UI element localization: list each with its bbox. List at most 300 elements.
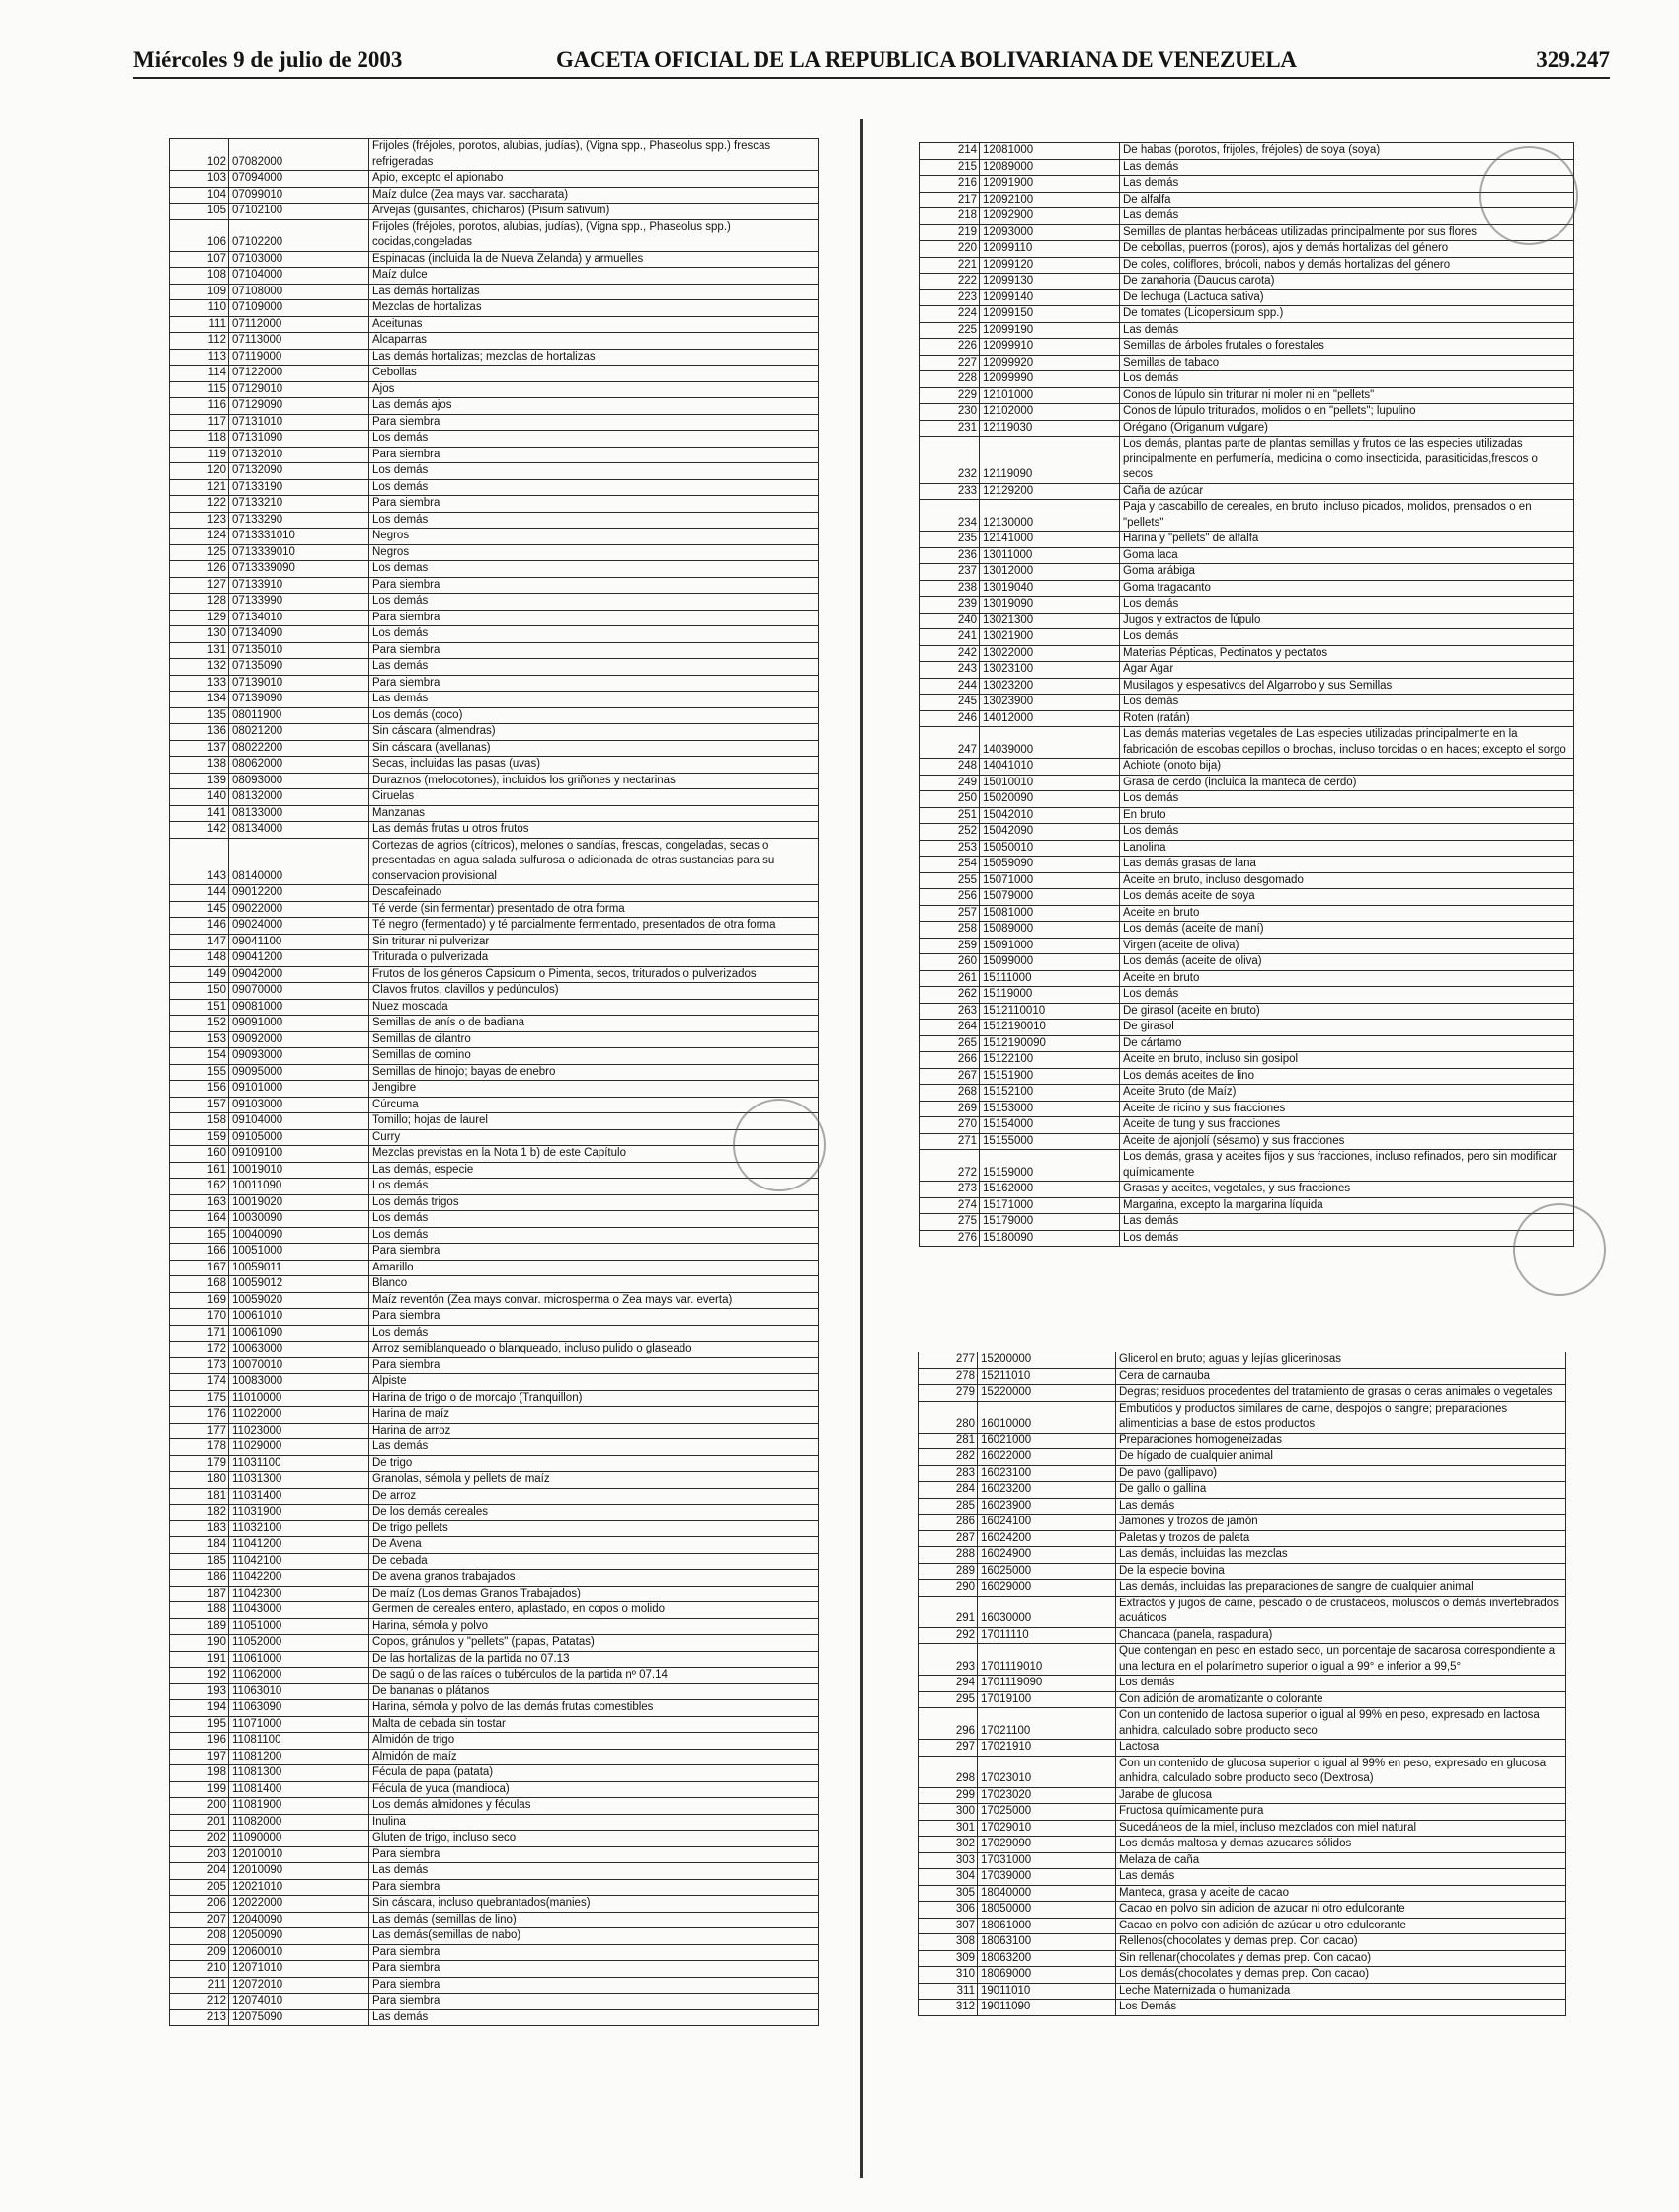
table-row: [920, 1117, 1574, 1134]
tariff-code: 16024900: [978, 1547, 1116, 1564]
tariff-code: 09092000: [229, 1031, 369, 1048]
row-number: 163: [170, 1194, 229, 1211]
row-number: 233: [920, 483, 980, 500]
table-row: [170, 1194, 819, 1211]
row-number: 180: [170, 1472, 229, 1489]
tariff-code: 11032100: [229, 1520, 369, 1537]
row-number: 129: [170, 610, 229, 626]
table-row: [170, 1749, 819, 1765]
description: Los demás: [1120, 791, 1574, 808]
table-row: [170, 707, 819, 724]
row-number: 197: [170, 1749, 229, 1765]
description: Los demás trigos: [369, 1194, 819, 1211]
table-row: [920, 420, 1574, 437]
table-row: [920, 987, 1574, 1004]
row-number: 235: [920, 532, 980, 548]
table-row: [170, 1276, 819, 1293]
row-number: 151: [170, 999, 229, 1016]
description: Para siembra: [369, 1994, 819, 2010]
table-row: [170, 1668, 819, 1684]
table-row: [919, 1627, 1566, 1644]
row-number: 189: [170, 1618, 229, 1635]
row-number: 190: [170, 1635, 229, 1652]
row-number: 282: [919, 1449, 978, 1466]
description: Las demás: [369, 1863, 819, 1880]
table-row: [170, 1602, 819, 1619]
description: Rellenos(chocolates y demas prep. Con cacao): [1116, 1934, 1566, 1951]
tariff-code: 12021010: [229, 1879, 369, 1896]
row-number: 205: [170, 1879, 229, 1896]
description: Maíz dulce (Zea mays var. saccharata): [369, 187, 819, 204]
tariff-code: 17021100: [978, 1708, 1116, 1740]
description: Embutidos y productos similares de carne, despojos o sangre; preparaciones alimenticias a base de estos productos: [1116, 1401, 1566, 1433]
description: Té verde (sin fermentar) presentado de otra forma: [369, 901, 819, 918]
row-number: 301: [919, 1820, 978, 1837]
table-row: [919, 1368, 1566, 1385]
table-row: [170, 1798, 819, 1815]
description: Los demás aceite de soya: [1120, 889, 1574, 906]
tariff-code: 16024100: [978, 1515, 1116, 1531]
description: Sin rellenar(chocolates y demas prep. Con cacao): [1116, 1950, 1566, 1967]
tariff-code: 17019100: [978, 1691, 1116, 1708]
row-number: 211: [170, 1977, 229, 1994]
description: Los demás: [1120, 371, 1574, 388]
tariff-code: 12102000: [980, 404, 1120, 421]
row-number: 148: [170, 950, 229, 967]
tariff-code: 11081200: [229, 1749, 369, 1765]
row-number: 115: [170, 381, 229, 398]
table-row: [920, 1182, 1574, 1198]
row-number: 236: [920, 547, 980, 564]
description: Los demás: [1120, 695, 1574, 711]
description: Semillas de hinojo; bayas de enebro: [369, 1064, 819, 1081]
tariff-code: 13022000: [980, 645, 1120, 662]
description: De los demás cereales: [369, 1505, 819, 1521]
tariff-code: 09081000: [229, 999, 369, 1016]
table-row: [170, 757, 819, 774]
table-row: [920, 224, 1574, 241]
description: Aceite en bruto, incluso desgomado: [1120, 872, 1574, 889]
table-row: [919, 1967, 1566, 1984]
table-row: [170, 1309, 819, 1326]
description: Los demás (aceite de oliva): [1120, 954, 1574, 971]
row-number: 281: [919, 1433, 978, 1449]
table-row: [170, 1423, 819, 1439]
table-row: [920, 176, 1574, 193]
tariff-code: 12099150: [980, 306, 1120, 323]
table-row: [170, 1977, 819, 1994]
row-number: 253: [920, 840, 980, 857]
row-number: 245: [920, 695, 980, 711]
table-row: [920, 387, 1574, 404]
row-number: 105: [170, 204, 229, 220]
description: Para siembra: [369, 1357, 819, 1374]
table-row: [920, 695, 1574, 711]
row-number: 135: [170, 707, 229, 724]
tariff-code: 18061000: [978, 1918, 1116, 1934]
tariff-code: 07094000: [229, 171, 369, 188]
table-row: [170, 251, 819, 268]
row-number: 243: [920, 662, 980, 679]
tariff-code: 07139010: [229, 675, 369, 692]
row-number: 112: [170, 333, 229, 350]
description: Manzanas: [369, 805, 819, 822]
row-number: 119: [170, 447, 229, 463]
tariff-code: 07134010: [229, 610, 369, 626]
description: De trigo pellets: [369, 1520, 819, 1537]
description: Semillas de comino: [369, 1048, 819, 1065]
description: Para siembra: [369, 1846, 819, 1863]
tariff-code: 18050000: [978, 1902, 1116, 1919]
description: Los demás: [1120, 629, 1574, 646]
table-row: [170, 692, 819, 708]
row-number: 298: [919, 1756, 978, 1787]
row-number: 297: [919, 1740, 978, 1757]
tariff-code: 15153000: [980, 1101, 1120, 1117]
description: Mezclas previstas en la Nota 1 b) de este Capítulo: [369, 1146, 819, 1163]
tariff-code: 16023900: [978, 1498, 1116, 1515]
description: Con un contenido de lactosa superior o igual al 99% en peso, expresado en lactosa anhidra, calculado sobre producto seco: [1116, 1708, 1566, 1740]
tariff-code: 11031900: [229, 1505, 369, 1521]
tariff-code: 14012000: [980, 710, 1120, 727]
description: Los demás: [1120, 987, 1574, 1004]
tariff-code: 12099920: [980, 355, 1120, 371]
tariff-code: 16024200: [978, 1530, 1116, 1547]
tariff-code: 16021000: [978, 1433, 1116, 1449]
table-row: [170, 983, 819, 1000]
tariff-code: 12040090: [229, 1912, 369, 1928]
tariff-code: 09022000: [229, 901, 369, 918]
description: Los demás: [369, 1211, 819, 1228]
table-row: [170, 724, 819, 741]
description: Aceite Bruto (de Maíz): [1120, 1085, 1574, 1102]
description: Harina, sémola y polvo: [369, 1618, 819, 1635]
description: Caña de azúcar: [1120, 483, 1574, 500]
tariff-code: 10040090: [229, 1227, 369, 1244]
tariff-code: 1512190090: [980, 1035, 1120, 1052]
table-row: [920, 355, 1574, 371]
description: Ajos: [369, 381, 819, 398]
table-row: [920, 872, 1574, 889]
table-row: [170, 139, 819, 171]
row-number: 173: [170, 1357, 229, 1374]
tariff-code: 18063100: [978, 1934, 1116, 1951]
description: Cúrcuma: [369, 1097, 819, 1113]
row-number: 114: [170, 366, 229, 382]
tariff-code: 11081400: [229, 1781, 369, 1798]
description: Los demás(chocolates y demas prep. Con cacao): [1116, 1967, 1566, 1984]
description: Harina y "pellets" de alfalfa: [1120, 532, 1574, 548]
tariff-code: 12081000: [980, 143, 1120, 160]
description: Los demás: [369, 594, 819, 611]
description: Amarillo: [369, 1260, 819, 1276]
description: Nuez moscada: [369, 999, 819, 1016]
tariff-code: 11063090: [229, 1700, 369, 1717]
tariff-code: 15171000: [980, 1197, 1120, 1214]
description: Malta de cebada sin tostar: [369, 1716, 819, 1733]
tariff-code: 09041200: [229, 950, 369, 967]
description: Los demás (coco): [369, 707, 819, 724]
tariff-code: 11071000: [229, 1716, 369, 1733]
row-number: 217: [920, 192, 980, 208]
description: Almidón de trigo: [369, 1733, 819, 1750]
table-row: [170, 1031, 819, 1048]
description: De trigo: [369, 1455, 819, 1472]
row-number: 254: [920, 857, 980, 873]
row-number: 184: [170, 1537, 229, 1554]
tariff-code: 09012200: [229, 885, 369, 902]
description: Arroz semiblanqueado o blanqueado, incluso pulido o glaseado: [369, 1342, 819, 1358]
tariff-code: 15152100: [980, 1085, 1120, 1102]
tariff-code: 10059011: [229, 1260, 369, 1276]
tariff-code: 1701119090: [978, 1676, 1116, 1692]
tariff-code: 12022000: [229, 1896, 369, 1913]
row-number: 215: [920, 159, 980, 176]
table-row: [920, 889, 1574, 906]
row-number: 150: [170, 983, 229, 1000]
table-row: [920, 1035, 1574, 1052]
description: Semillas de cilantro: [369, 1031, 819, 1048]
description: Las demás, especie: [369, 1162, 819, 1179]
tariff-code: 12141000: [980, 532, 1120, 548]
row-number: 258: [920, 922, 980, 939]
table-row: [170, 1683, 819, 1700]
tariff-code: 11052000: [229, 1635, 369, 1652]
row-number: 304: [919, 1869, 978, 1886]
table-row: [919, 1902, 1566, 1919]
row-number: 161: [170, 1162, 229, 1179]
table-row: [920, 1230, 1574, 1247]
tariff-code: 09091000: [229, 1016, 369, 1032]
table-row: [170, 561, 819, 578]
tariff-code: 12010010: [229, 1846, 369, 1863]
tariff-code: 17039000: [978, 1869, 1116, 1886]
description: Maíz dulce: [369, 268, 819, 285]
row-number: 270: [920, 1117, 980, 1134]
description: Goma tragacanto: [1120, 580, 1574, 597]
row-number: 231: [920, 420, 980, 437]
row-number: 257: [920, 905, 980, 922]
tariff-code: 18040000: [978, 1885, 1116, 1902]
tariff-code: 09103000: [229, 1097, 369, 1113]
table-row: [170, 171, 819, 188]
description: Para siembra: [369, 447, 819, 463]
table-row: [170, 1016, 819, 1032]
table-row: [170, 1912, 819, 1928]
row-number: 299: [919, 1787, 978, 1804]
table-row: [920, 710, 1574, 727]
row-number: 103: [170, 171, 229, 188]
description: Té negro (fermentado) y té parcialmente fermentado, presentados de otra forma: [369, 918, 819, 935]
description: Almidón de maíz: [369, 1749, 819, 1765]
tariff-code: 10070010: [229, 1357, 369, 1374]
tariff-code: 12101000: [980, 387, 1120, 404]
table-row: [170, 1537, 819, 1554]
tariff-code: 15020090: [980, 791, 1120, 808]
row-number: 147: [170, 934, 229, 950]
row-number: 162: [170, 1179, 229, 1195]
description: De girasol: [1120, 1020, 1574, 1036]
description: Aceitunas: [369, 316, 819, 333]
table-row: [170, 1896, 819, 1913]
tariff-code: 11029000: [229, 1439, 369, 1456]
table-row: [920, 371, 1574, 388]
tariff-table-right-lower: [918, 1352, 1566, 2016]
row-number: 277: [919, 1352, 978, 1369]
table-row: [920, 1133, 1574, 1150]
row-number: 238: [920, 580, 980, 597]
tariff-code: 07134090: [229, 626, 369, 643]
row-number: 289: [919, 1563, 978, 1580]
row-number: 311: [919, 1983, 978, 2000]
description: Que contengan en peso en estado seco, un porcentaje de sacarosa correspondiente a una lectura en el polarímetro superior o igual a 99° e inferior a 99,5°: [1116, 1644, 1566, 1676]
description: De lechuga (Lactuca sativa): [1120, 289, 1574, 306]
table-row: [920, 1101, 1574, 1117]
row-number: 108: [170, 268, 229, 285]
description: Lactosa: [1116, 1740, 1566, 1757]
table-row: [919, 1934, 1566, 1951]
row-number: 305: [919, 1885, 978, 1902]
row-number: 229: [920, 387, 980, 404]
row-number: 310: [919, 1967, 978, 1984]
tariff-code: 17011110: [978, 1627, 1116, 1644]
row-number: 153: [170, 1031, 229, 1048]
tariff-code: 11081900: [229, 1798, 369, 1815]
row-number: 102: [170, 139, 229, 171]
description: Paletas y trozos de paleta: [1116, 1530, 1566, 1547]
description: De gallo o gallina: [1116, 1482, 1566, 1499]
row-number: 110: [170, 300, 229, 317]
table-row: [170, 447, 819, 463]
table-row: [170, 204, 819, 220]
tariff-code: 12092900: [980, 208, 1120, 225]
row-number: 276: [920, 1230, 980, 1247]
row-number: 167: [170, 1260, 229, 1276]
table-row: [170, 512, 819, 529]
tariff-code: 07099010: [229, 187, 369, 204]
table-row: [170, 1716, 819, 1733]
description: Las demás: [1120, 176, 1574, 193]
table-row: [919, 1482, 1566, 1499]
official-seal-stamp: [1513, 1203, 1606, 1296]
tariff-code: 11041200: [229, 1537, 369, 1554]
tariff-code: 08011900: [229, 707, 369, 724]
description: De hígado de cualquier animal: [1116, 1449, 1566, 1466]
description: Las demás: [369, 2009, 819, 2026]
row-number: 200: [170, 1798, 229, 1815]
table-row: [920, 1003, 1574, 1020]
description: Harina, sémola y polvo de las demás frutas comestibles: [369, 1700, 819, 1717]
table-row: [170, 1390, 819, 1407]
table-row: [170, 544, 819, 561]
tariff-code: 11081100: [229, 1733, 369, 1750]
tariff-code: 07112000: [229, 316, 369, 333]
row-number: 296: [919, 1708, 978, 1740]
row-number: 292: [919, 1627, 978, 1644]
table-row: [170, 316, 819, 333]
row-number: 149: [170, 966, 229, 983]
row-number: 286: [919, 1515, 978, 1531]
table-row: [919, 1498, 1566, 1515]
table-row: [170, 496, 819, 513]
row-number: 244: [920, 678, 980, 695]
table-row: [919, 1515, 1566, 1531]
tariff-code: 12010090: [229, 1863, 369, 1880]
row-number: 182: [170, 1505, 229, 1521]
row-number: 260: [920, 954, 980, 971]
description: Los demás: [1120, 824, 1574, 841]
tariff-code: 12075090: [229, 2009, 369, 2026]
description: Semillas de plantas herbáceas utilizadas principalmente por sus flores: [1120, 224, 1574, 241]
tariff-code: 12099140: [980, 289, 1120, 306]
table-row: [170, 885, 819, 902]
row-number: 264: [920, 1020, 980, 1036]
table-row: [919, 1563, 1566, 1580]
tariff-code: 10059020: [229, 1292, 369, 1309]
tariff-code: 07122000: [229, 366, 369, 382]
description: Los demas: [369, 561, 819, 578]
description: De Avena: [369, 1537, 819, 1554]
tariff-code: 12099130: [980, 274, 1120, 290]
description: Los demás: [1116, 1676, 1566, 1692]
row-number: 181: [170, 1488, 229, 1505]
description: De alfalfa: [1120, 192, 1574, 208]
description: Descafeinado: [369, 885, 819, 902]
description: Goma arábiga: [1120, 564, 1574, 581]
description: Goma laca: [1120, 547, 1574, 564]
tariff-code: 15071000: [980, 872, 1120, 889]
description: De arroz: [369, 1488, 819, 1505]
table-row: [919, 1869, 1566, 1886]
row-number: 283: [919, 1465, 978, 1482]
table-row: [920, 241, 1574, 258]
description: Aceite en bruto: [1120, 905, 1574, 922]
tariff-code: 08093000: [229, 773, 369, 789]
tariff-code: 08022200: [229, 740, 369, 757]
row-number: 208: [170, 1928, 229, 1945]
header-title: GACETA OFICIAL DE LA REPUBLICA BOLIVARIANA DE VENEZUELA: [556, 47, 1297, 72]
row-number: 255: [920, 872, 980, 889]
tariff-code: 12091900: [980, 176, 1120, 193]
row-number: 188: [170, 1602, 229, 1619]
tariff-table-right: [919, 142, 1574, 1247]
description: Los demás: [1120, 1230, 1574, 1247]
tariff-code: 10011090: [229, 1179, 369, 1195]
description: Aceite de ricino y sus fracciones: [1120, 1101, 1574, 1117]
tariff-code: 11031300: [229, 1472, 369, 1489]
description: Clavos frutos, clavillos y pedúnculos): [369, 983, 819, 1000]
description: De cebollas, puerros (poros), ajos y demás hortalizas del género: [1120, 241, 1574, 258]
tariff-code: 08140000: [229, 838, 369, 885]
table-row: [170, 934, 819, 950]
description: Preparaciones homogeneizadas: [1116, 1433, 1566, 1449]
row-number: 171: [170, 1325, 229, 1342]
description: Las demás ajos: [369, 398, 819, 415]
row-number: 144: [170, 885, 229, 902]
table-row: [920, 483, 1574, 500]
description: De cártamo: [1120, 1035, 1574, 1052]
description: Las demás, incluidas las preparaciones de sangre de cualquier animal: [1116, 1580, 1566, 1597]
row-number: 221: [920, 257, 980, 274]
description: Duraznos (melocotones), incluidos los griñones y nectarinas: [369, 773, 819, 789]
row-number: 177: [170, 1423, 229, 1439]
tariff-code: 07104000: [229, 268, 369, 285]
row-number: 227: [920, 355, 980, 371]
tariff-code: 08132000: [229, 789, 369, 806]
tariff-code: 18069000: [978, 1967, 1116, 1984]
row-number: 126: [170, 561, 229, 578]
table-row: [919, 1644, 1566, 1676]
